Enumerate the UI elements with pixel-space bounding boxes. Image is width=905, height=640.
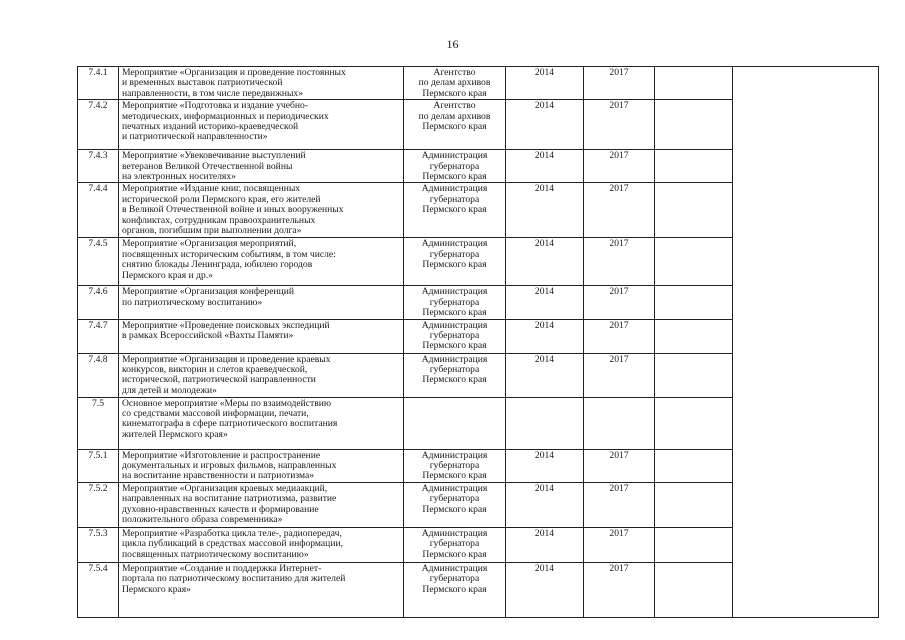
end-year-cell	[584, 100, 655, 150]
executor-line: губернатора	[429, 460, 480, 472]
activity-name-line: Мероприятие «Издание книг, посвященных	[122, 183, 301, 195]
executor-cell	[404, 527, 506, 562]
blank-cell	[655, 238, 733, 286]
executor-cell	[404, 183, 506, 238]
item-number-cell	[78, 449, 119, 482]
blank-cell	[655, 286, 733, 319]
activity-name-line: посвященных патриотическому воспитанию»	[122, 548, 309, 560]
executor-line: Пермского края	[422, 259, 487, 271]
activity-name-line: конфликтах, сотрудникам правоохранительных	[122, 214, 316, 226]
executor-line: губернатора	[429, 193, 480, 205]
activity-name-line: посвященных историческим событиям, в том числе:	[122, 248, 336, 260]
executor-line: губернатора	[429, 364, 480, 376]
activity-name-cell	[119, 67, 404, 100]
activity-name-line: на воспитание нравственности и патриотизма»	[122, 470, 315, 482]
activity-name-line: печатных изданий историко-краеведческой	[122, 121, 299, 133]
activity-name-line: ветеранов Великой Отечественной войны	[122, 160, 293, 172]
activity-name-line: Мероприятие «Подготовка и издание учебно-	[122, 100, 309, 112]
activity-name-line: кинематографа в сфере патриотического воспитания	[122, 418, 338, 430]
item-number: 7.5.2	[88, 482, 108, 494]
blank-cell	[655, 482, 733, 527]
item-number-cell	[78, 397, 119, 449]
start-year-cell	[506, 482, 584, 527]
executor-cell	[404, 238, 506, 286]
item-number-cell	[78, 353, 119, 397]
start-year-cell	[506, 100, 584, 150]
item-number: 7.5.1	[88, 449, 108, 461]
executor-line: Администрация	[421, 150, 488, 162]
item-number-cell	[78, 527, 119, 562]
end-year-cell	[584, 67, 655, 100]
activity-name-line: органов, погибшим при выполнении долга»	[122, 225, 302, 237]
executor-line: Пермского края	[422, 307, 487, 319]
activity-name-line: Мероприятие «Организация и проведение краевых	[122, 353, 331, 365]
end-year: 2017	[609, 482, 629, 494]
activity-name-line: Основное мероприятие «Меры по взаимодействию	[122, 397, 332, 409]
executor-line: Пермского края	[422, 503, 487, 515]
executor-line: Администрация	[421, 562, 488, 574]
executor-line: губернатора	[429, 493, 480, 505]
activity-name-line: и патриотической направленности»	[122, 131, 268, 143]
activity-name-cell	[119, 482, 404, 527]
activity-name-line: духовно-нравственных качеств и формирование	[122, 503, 319, 515]
executor-line: Пермского края	[422, 374, 487, 386]
item-number: 7.5.3	[88, 527, 108, 539]
activity-name-cell	[119, 449, 404, 482]
activity-name-line: Мероприятие «Организация краевых медиаакций,	[122, 482, 328, 494]
table-row	[78, 67, 879, 100]
activity-name-line: Пермского края и др.»	[122, 269, 213, 281]
executor-line: Пермского края	[422, 87, 487, 99]
activity-name-cell	[119, 150, 404, 183]
start-year: 2014	[534, 319, 555, 331]
item-number-cell	[78, 286, 119, 319]
start-year: 2014	[534, 482, 555, 494]
end-year: 2017	[609, 319, 629, 331]
blank-cell	[655, 449, 733, 482]
start-year: 2014	[534, 286, 555, 298]
activity-name-line: со средствами массовой информации, печати,	[122, 408, 309, 420]
executor-line: губернатора	[429, 296, 480, 308]
activity-name-line: Мероприятие «Проведение поисковых экспедиций	[122, 319, 330, 331]
executor-line: Администрация	[421, 353, 488, 365]
executor-cell	[404, 562, 506, 617]
item-number: 7.4.4	[88, 183, 108, 195]
activity-name-line: направленности, в том числе передвижных»	[122, 87, 303, 99]
item-number: 7.5.4	[88, 562, 108, 574]
executor-line: губернатора	[429, 538, 480, 550]
executor-cell	[404, 67, 506, 100]
executor-cell	[404, 319, 506, 353]
start-year-cell	[506, 527, 584, 562]
end-year-cell	[584, 353, 655, 397]
end-year: 2017	[609, 353, 629, 365]
end-year: 2017	[609, 527, 629, 539]
activity-name-line: методических, информационных и периодических	[122, 110, 329, 122]
executor-line: Пермского края	[422, 171, 487, 183]
program-activities-table	[77, 66, 879, 618]
activity-name-line: снятию блокады Ленинграда, юбилею городов	[122, 259, 313, 271]
executor-line: Администрация	[421, 286, 488, 298]
end-year-cell	[584, 319, 655, 353]
blank-cell	[655, 562, 733, 617]
activity-name-line: Мероприятие «Организация мероприятий,	[122, 238, 297, 250]
executor-line: Пермского края	[422, 121, 487, 133]
end-year: 2017	[609, 150, 629, 162]
item-number-cell	[78, 100, 119, 150]
start-year-cell	[506, 67, 584, 100]
activity-name-line: Мероприятие «Создание и поддержка Интернет-	[122, 562, 322, 574]
start-year-cell	[506, 562, 584, 617]
item-number: 7.4.7	[88, 319, 108, 331]
end-year: 2017	[609, 100, 629, 112]
executor-cell	[404, 100, 506, 150]
start-year: 2014	[534, 527, 555, 539]
end-year-cell	[584, 449, 655, 482]
executor-line: Агентство	[433, 67, 476, 78]
item-number: 7.4.2	[88, 100, 108, 112]
end-year-cell	[584, 238, 655, 286]
blank-cell	[655, 67, 733, 100]
executor-line: Администрация	[421, 527, 488, 539]
end-year-cell	[584, 482, 655, 527]
executor-line: губернатора	[429, 573, 480, 585]
item-number-cell	[78, 562, 119, 617]
item-number: 7.4.3	[88, 150, 108, 162]
start-year-cell	[506, 319, 584, 353]
blank-cell	[655, 183, 733, 238]
page-number: 16	[446, 37, 459, 51]
blank-cell	[655, 527, 733, 562]
executor-line: Администрация	[421, 319, 488, 331]
blank-cell	[655, 319, 733, 353]
item-number-cell	[78, 150, 119, 183]
activity-name-line: документальных и игровых фильмов, направленных	[122, 460, 337, 472]
activity-name-line: Мероприятие «Организация и проведение постоянных	[122, 67, 346, 78]
executor-cell	[404, 353, 506, 397]
start-year: 2014	[534, 67, 555, 78]
activity-name-line: жителей Пермского края»	[122, 428, 228, 440]
start-year-cell	[506, 397, 584, 449]
end-year: 2017	[609, 449, 629, 461]
activity-name-cell	[119, 238, 404, 286]
executor-line: Администрация	[421, 482, 488, 494]
start-year: 2014	[534, 100, 555, 112]
executor-line: Администрация	[421, 238, 488, 250]
blank-cell	[655, 150, 733, 183]
activity-name-cell	[119, 319, 404, 353]
item-number: 7.5	[92, 397, 104, 409]
item-number: 7.4.8	[88, 353, 108, 365]
start-year: 2014	[534, 353, 555, 365]
item-number: 7.4.6	[88, 286, 108, 298]
start-year-cell	[506, 353, 584, 397]
executor-cell	[404, 150, 506, 183]
activity-name-line: исторической роли Пермского края, его жителей	[122, 193, 321, 205]
executor-line: губернатора	[429, 248, 480, 260]
end-year-cell	[584, 286, 655, 319]
executor-line: по делам архивов	[418, 77, 491, 89]
result-cell	[733, 67, 879, 618]
activity-name-line: цикла публикаций в средствах массовой информации,	[122, 538, 343, 550]
activity-name-line: положительного образа современника»	[122, 514, 283, 526]
executor-line: Администрация	[421, 183, 488, 195]
blank-cell	[655, 397, 733, 449]
end-year-cell	[584, 562, 655, 617]
activity-name-cell	[119, 286, 404, 319]
start-year-cell	[506, 150, 584, 183]
activity-name-line: по патриотическому воспитанию»	[122, 296, 263, 308]
end-year: 2017	[609, 562, 629, 574]
item-number-cell	[78, 67, 119, 100]
item-number-cell	[78, 238, 119, 286]
item-number-cell	[78, 183, 119, 238]
executor-line: Администрация	[421, 449, 488, 461]
end-year-cell	[584, 183, 655, 238]
activity-name-line: портала по патриотическому воспитанию для жителей	[122, 573, 346, 585]
start-year: 2014	[534, 183, 555, 195]
item-number-cell	[78, 319, 119, 353]
activity-name-line: Мероприятие «Увековечивание выступлений	[122, 150, 306, 162]
start-year: 2014	[534, 238, 555, 250]
activity-name-line: и временных выставок патриотической	[122, 77, 283, 89]
executor-cell	[404, 286, 506, 319]
activity-name-cell	[119, 353, 404, 397]
end-year-cell	[584, 527, 655, 562]
item-number: 7.4.1	[88, 67, 108, 78]
start-year-cell	[506, 183, 584, 238]
activity-name-cell	[119, 100, 404, 150]
end-year: 2017	[609, 183, 629, 195]
executor-line: Пермского края	[422, 548, 487, 560]
end-year: 2017	[609, 67, 629, 78]
end-year: 2017	[609, 238, 629, 250]
end-year-cell	[584, 150, 655, 183]
executor-line: губернатора	[429, 160, 480, 172]
activity-name-line: для детей и молодежи»	[122, 384, 217, 396]
executor-line: Пермского края	[422, 340, 487, 352]
executor-cell	[404, 397, 506, 449]
activity-name-cell	[119, 527, 404, 562]
activity-name-cell	[119, 183, 404, 238]
activity-name-line: конкурсов, викторин и слетов краеведческой,	[122, 364, 308, 376]
item-number: 7.4.5	[88, 238, 108, 250]
start-year-cell	[506, 286, 584, 319]
blank-cell	[655, 353, 733, 397]
activity-name-line: Пермского края»	[122, 583, 191, 595]
activity-name-line: в Великой Отечественной войне и иных вооруженных	[122, 204, 344, 216]
start-year: 2014	[534, 150, 555, 162]
executor-line: Пермского края	[422, 583, 487, 595]
executor-line: Пермского края	[422, 470, 487, 482]
activity-name-line: на электронных носителях»	[122, 171, 236, 183]
item-number-cell	[78, 482, 119, 527]
activity-name-line: Мероприятие «Разработка цикла теле-, радиопередач,	[122, 527, 342, 539]
end-year-cell	[584, 397, 655, 449]
executor-line: губернатора	[429, 330, 480, 342]
executor-cell	[404, 482, 506, 527]
start-year-cell	[506, 238, 584, 286]
activity-name-cell	[119, 397, 404, 449]
executor-line: Пермского края	[422, 204, 487, 216]
executor-cell	[404, 449, 506, 482]
activity-name-line: в рамках Всероссийской «Вахты Памяти»	[122, 330, 294, 342]
activity-name-line: исторической, патриотической направленности	[122, 374, 316, 386]
activity-name-cell	[119, 562, 404, 617]
executor-line: Агентство	[433, 100, 476, 112]
start-year: 2014	[534, 562, 555, 574]
activity-name-line: Мероприятие «Изготовление и распространение	[122, 449, 321, 461]
executor-line: по делам архивов	[418, 110, 491, 122]
blank-cell	[655, 100, 733, 150]
start-year-cell	[506, 449, 584, 482]
end-year: 2017	[609, 286, 629, 298]
start-year: 2014	[534, 449, 555, 461]
activity-name-line: направленных на воспитание патриотизма, развитие	[122, 493, 337, 505]
activity-name-line: Мероприятие «Организация конференций	[122, 286, 294, 298]
